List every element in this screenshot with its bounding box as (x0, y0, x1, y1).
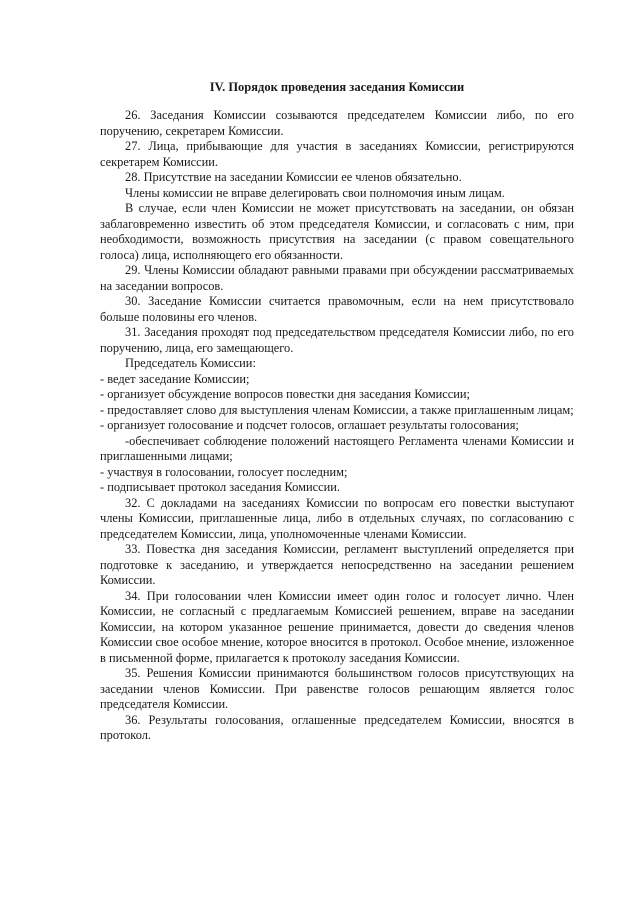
chairman-duty-list-item: - организует голосование и подсчет голосов, оглашает результаты голосования; (100, 418, 519, 432)
paragraph-35: 35. Решения Комиссии принимаются большинством голосов присутствующих на заседании членов Комиссии. При равенстве голосов решающим является голос председателя Комиссии. (100, 666, 574, 711)
chairman-duty-list-item: - организует обсуждение вопросов повестки дня заседания Комиссии; (100, 387, 470, 401)
paragraph-36: 36. Результаты голосования, оглашенные председателем Комиссии, вносятся в протокол. (100, 712, 574, 742)
paragraph-31: 31. Заседания проходят под председательством председателя Комиссии либо, по его поручению, лица, его замещающего. (100, 325, 574, 355)
chairman-duty-list-item: - ведет заседание Комиссии; (100, 371, 250, 386)
paragraph-28-delegation: Члены комиссии не вправе делегировать свои полномочия иным лицам. (125, 185, 505, 200)
chairman-duty-list-item: -обеспечивает соблюдение положений настоящего Регламента членами Комиссии и приглашенными лицами; (100, 433, 574, 463)
document-body (100, 108, 574, 744)
paragraph-33: 33. Повестка дня заседания Комиссии, регламент выступлений определяется при подготовке к заседанию, и утверждается непосредственно на заседании решением Комиссии. (100, 542, 574, 587)
paragraph-30: 30. Заседание Комиссии считается правомочным, если на нем присутствовало больше половины его членов. (100, 294, 574, 324)
chairman-duty-list-item: - участвуя в голосовании, голосует последним; (100, 464, 348, 479)
paragraph-29: 29. Члены Комиссии обладают равными правами при обсуждении рассматриваемых на заседании вопросов. (100, 263, 574, 293)
chairman-duty-list-item: - подписывает протокол заседания Комиссии. (100, 480, 340, 494)
paragraph-28-absence: В случае, если член Комиссии не может присутствовать на заседании, он обязан заблаговременно известить об этом председателя Комиссии, и согласовать с ним, при необходимости, возможность присутствия на заседании (с правом совещательного голоса) лица, исполняющего его обязанности. (100, 201, 574, 262)
paragraph-27: 27. Лица, прибывающие для участия в заседаниях Комиссии, регистрируются секретарем Комиссии. (100, 139, 574, 169)
section-title: IV. Порядок проведения заседания Комиссии (209, 80, 465, 94)
paragraph-28: 28. Присутствие на заседании Комиссии ее членов обязательно. (125, 170, 462, 184)
paragraph-26: 26. Заседания Комиссии созываются председателем Комиссии либо, по его поручению, секретарем Комиссии. (100, 108, 574, 138)
paragraph-32: 32. С докладами на заседаниях Комиссии по вопросам его повестки выступают члены Комиссии, приглашенные лица, либо в отдельных случаях, по согласованию с председателем Комиссии, лица, уполномоченные членами Комиссии. (100, 495, 574, 541)
chairman-duty-list-item: - предоставляет слово для выступления членам Комиссии, а также приглашенным лицам; (100, 402, 574, 417)
paragraph-34: 34. При голосовании член Комиссии имеет один голос и голосует лично. Член Комиссии, не согласный с предлагаемым Комиссией решением, вправе на заседании Комиссии, на котором указанное решение принимается, довести до сведения членов Комиссии свое особое мнение, которое вносится в протокол. Особое мнение, изложенное в письменной форме, прилагается к протоколу заседания Комиссии. (100, 588, 574, 665)
chairman-heading: Председатель Комиссии: (125, 356, 256, 370)
